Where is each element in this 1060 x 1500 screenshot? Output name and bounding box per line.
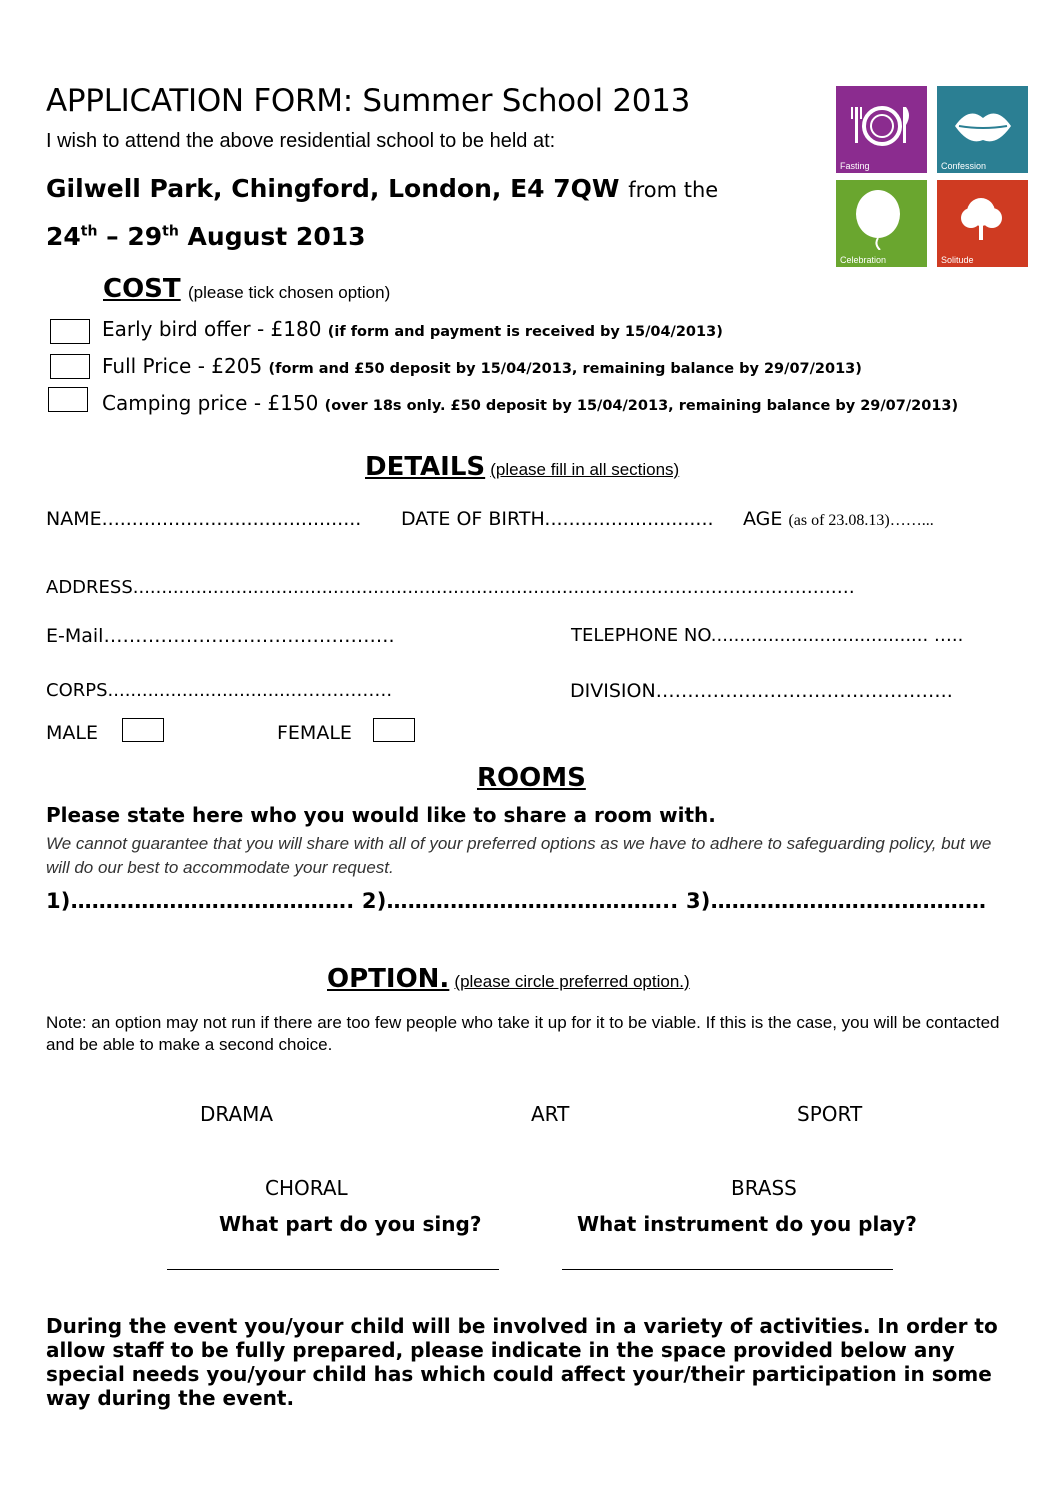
special-needs-paragraph: During the event you/your child will be involved in a variety of activities. In order to allow staff to be fully prepared, please indicate in the space provided below any special needs you/your child has which could affect your/their participation in some way during the event. xyxy=(46,1314,998,1410)
tile-label: Solitude xyxy=(941,255,974,265)
option-explanation: Note: an option may not run if there are too few people who take it up for it to be viable. If this is the case, you will be contacted and be able to make a second choice. xyxy=(46,1013,1000,1054)
rooms-heading: ROOMS xyxy=(477,763,586,793)
option-art[interactable]: ART xyxy=(531,1102,570,1126)
dates-line: 24th – 29th August 2013 xyxy=(46,222,366,251)
lips-icon xyxy=(937,86,1028,156)
early-bird-option: Early bird offer - £180 (if form and payment is received by 15/04/2013) xyxy=(102,317,723,341)
option-heading-row xyxy=(327,964,690,994)
option-choral[interactable]: CHORAL xyxy=(265,1176,348,1200)
male-label: MALE xyxy=(46,722,98,744)
sing-question: What part do you sing? xyxy=(219,1212,482,1236)
camping-price-checkbox[interactable] xyxy=(48,387,88,412)
email-field[interactable]: E-Mail………………………………………. xyxy=(46,625,395,647)
tile-celebration xyxy=(836,180,927,267)
address-field[interactable]: ADDRESS...............................................................................……………………………………… xyxy=(46,577,855,598)
option-note: (please circle preferred option.) xyxy=(454,972,690,991)
corps-field[interactable]: CORPS.................................……………. xyxy=(46,680,393,701)
instrument-answer-line[interactable] xyxy=(562,1269,893,1270)
form-title: APPLICATION FORM: Summer School 2013 xyxy=(46,83,691,119)
tile-confession xyxy=(937,86,1028,173)
early-bird-checkbox[interactable] xyxy=(50,319,90,344)
male-checkbox[interactable] xyxy=(122,718,164,742)
cost-heading: COST xyxy=(103,274,181,304)
instrument-question: What instrument do you play? xyxy=(577,1212,917,1236)
rooms-note: We cannot guarantee that you will share with all of your preferred options as we have to adhere to safeguarding policy, but we will do our best to accommodate your request. xyxy=(46,834,992,877)
option-drama[interactable]: DRAMA xyxy=(200,1102,274,1126)
dob-field[interactable]: DATE OF BIRTH............................ xyxy=(401,508,714,530)
intro-text: I wish to attend the above residential school to be held at: xyxy=(46,130,556,152)
rooms-question: Please state here who you would like to share a room with. xyxy=(46,803,716,827)
tile-label: Celebration xyxy=(840,255,887,265)
full-price-option: Full Price - £205 (form and £50 deposit by 15/04/2013, remaining balance by 29/07/2013) xyxy=(102,354,862,378)
cost-note: (please tick chosen option) xyxy=(188,283,391,302)
option-heading: OPTION. xyxy=(327,964,450,994)
details-note: (please fill in all sections) xyxy=(490,460,680,479)
female-label: FEMALE xyxy=(277,722,352,744)
venue-line: Gilwell Park, Chingford, London, E4 7QW from the xyxy=(46,174,719,203)
age-field[interactable]: AGE (as of 23.08.13)……... xyxy=(743,508,934,530)
tile-label: Confession xyxy=(941,161,987,171)
division-field[interactable]: DIVISION……………………………………….. xyxy=(570,680,953,702)
room-preference-lines[interactable]: 1)…………………………………. 2)………………………………….. 3)………………………………… xyxy=(46,889,987,913)
tree-icon xyxy=(937,180,1028,250)
camping-price-option: Camping price - £150 (over 18s only. £50 deposit by 15/04/2013, remaining balance by 29/07/2013) xyxy=(102,391,959,415)
female-checkbox[interactable] xyxy=(373,718,415,742)
full-price-checkbox[interactable] xyxy=(50,354,90,379)
option-brass[interactable]: BRASS xyxy=(731,1176,797,1200)
sing-answer-line[interactable] xyxy=(167,1269,499,1270)
tile-solitude xyxy=(937,180,1028,267)
tile-label: Fasting xyxy=(840,161,870,171)
details-heading-row xyxy=(365,452,679,482)
name-field[interactable]: NAME........................................... xyxy=(46,508,362,530)
option-sport[interactable]: SPORT xyxy=(797,1102,863,1126)
telephone-field[interactable]: TELEPHONE NO...................................... ….. xyxy=(571,625,964,646)
theme-tiles xyxy=(836,86,1028,266)
details-heading: DETAILS xyxy=(365,452,486,482)
tile-fasting xyxy=(836,86,927,173)
plate-cutlery-icon xyxy=(836,86,927,156)
balloon-icon xyxy=(836,180,927,250)
